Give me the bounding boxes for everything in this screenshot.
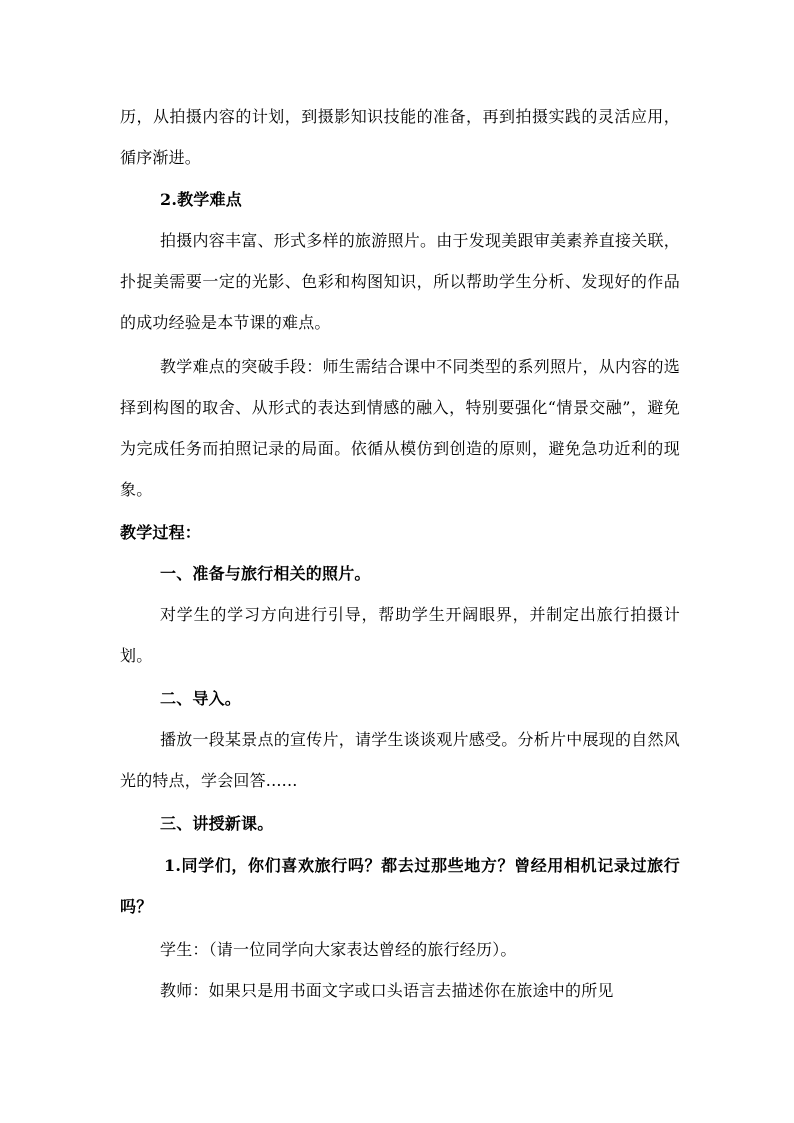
step-two-paragraph: 播放一段某景点的宣传片，请学生谈谈观片感受。分析片中展现的自然风光的特点，学会回答...... xyxy=(120,730,680,790)
student-response-paragraph: 学生：（请一位同学向大家表达曾经的旅行经历）。 xyxy=(160,940,517,959)
question-block xyxy=(120,845,680,927)
teacher-paragraph: 教师：如果只是用书面文字或口头语言去描述你在旅途中的所见 xyxy=(160,981,614,1000)
step-three-heading: 三、讲授新课。 xyxy=(160,814,274,833)
question-one: 1.同学们，你们喜欢旅行吗？都去过那些地方？曾经用相机记录过旅行吗？ xyxy=(120,856,680,916)
teaching-difficulty-heading: 2.教学难点 xyxy=(160,190,242,209)
step-one-heading: 一、准备与旅行相关的照片。 xyxy=(160,564,371,583)
breakthrough-paragraph: 教学难点的突破手段：师生需结合课中不同类型的系列照片，从内容的选择到构图的取舍、从形式的表达到情感的融入，特别要强化“情景交融”，避免为完成任务而拍照记录的局面。依循从模仿到创造的原则，避免急功近利的现象。 xyxy=(120,357,680,499)
continuation-paragraph: 历，从拍摄内容的计划，到摄影知识技能的准备，再到拍摄实践的灵活应用，循序渐进。 xyxy=(120,107,680,167)
teaching-difficulty-paragraph: 拍摄内容丰富、形式多样的旅游照片。由于发现美跟审美素养直接关联，扑捉美需要一定的光影、色彩和构图知识，所以帮助学生分析、发现好的作品的成功经验是本节课的难点。 xyxy=(120,231,680,332)
step-two-heading: 二、导入。 xyxy=(160,689,242,708)
step-one-paragraph: 对学生的学习方向进行引导，帮助学生开阔眼界，并制定出旅行拍摄计划。 xyxy=(120,605,680,665)
teaching-process-heading: 教学过程： xyxy=(120,523,202,542)
